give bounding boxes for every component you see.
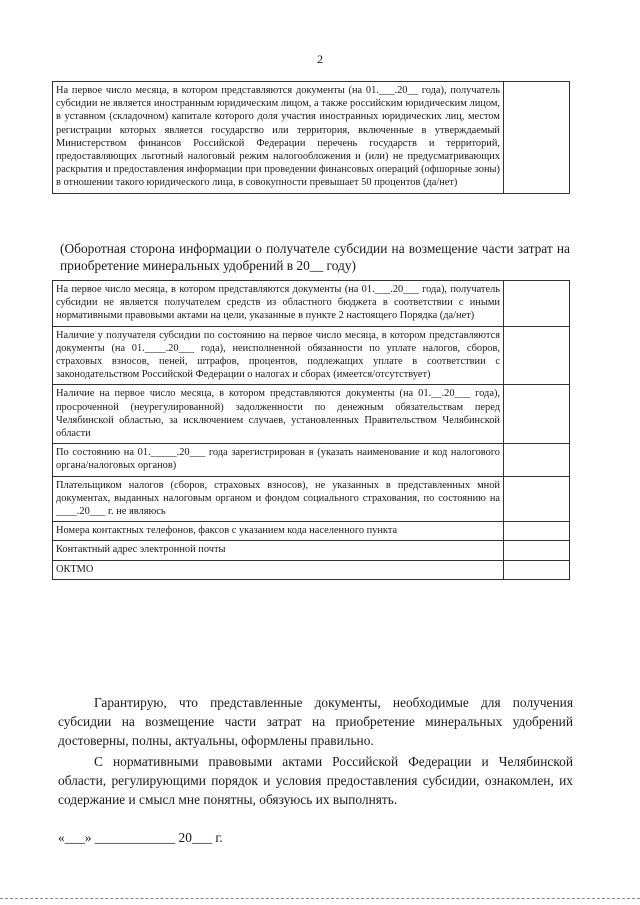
row-label: По состоянию на 01._____.20___ года зарегистрирован в (указать наименование и код налогового органа/налоговых органов) [53, 444, 504, 476]
acknowledge-paragraph: С нормативными правовыми актами Российской Федерации и Челябинской области, регулирующими порядок и условия предоставления субсидии, ознакомлен, их содержание и смысл мне понятны, обязуюсь их выполнять. [58, 754, 573, 807]
guarantee-paragraph: Гарантирую, что представленные документы, необходимые для получения субсидии на возмещение части затрат на приобретение минеральных удобрений достоверны, полны, актуальны, оформлены правильно. [58, 695, 573, 748]
date-line: «___» ____________ 20___ г. [58, 830, 223, 845]
table-row [53, 326, 570, 385]
row-value-cell[interactable] [504, 385, 570, 444]
table-row [53, 541, 570, 560]
row-label: Контактный адрес электронной почты [53, 541, 504, 560]
page-number: 2 [317, 52, 323, 66]
row-value-cell[interactable] [504, 326, 570, 385]
table-row [53, 82, 570, 194]
row-label: На первое число месяца, в котором представляются документы (на 01.___.20___ года), получатель субсидии не является получателем средств из областного бюджета в соответствии с иными нормативными правовыми актами на цели, указанные в пункте 2 настоящего Порядка (да/нет) [53, 281, 504, 327]
row-value-cell[interactable] [504, 560, 570, 579]
info-table-bottom [52, 280, 570, 580]
table-row [53, 476, 570, 522]
row-label: Плательщиком налогов (сборов, страховых взносов), не указанных в представленных мной документах, выданных налоговым органом и фондом социального страхования, по состоянию на ____.20___ г. не являюсь [53, 476, 504, 522]
row-value-cell[interactable] [504, 281, 570, 327]
table-row [53, 560, 570, 579]
row-value-cell[interactable] [504, 476, 570, 522]
row-value-cell[interactable] [504, 522, 570, 541]
row-label: Номера контактных телефонов, факсов с указанием кода населенного пункта [53, 522, 504, 541]
row-label: На первое число месяца, в котором представляются документы (на 01.___.20__ года), получатель субсидии не является иностранным юридическим лицом, а также российским юридическим лицом, в уставном (складочном) капитале которого доля участия иностранных юридических лиц, местом регистрации которых является государство или территория, включенные в утверждаемый Министерством финансов Российской Федерации перечень государств и территорий, предоставляющих льготный налоговый режим налогообложения и (или) не предусматривающих раскрытия и предоставления информации при проведении финансовых операций (офшорные зоны) в отношении такого юридического лица, в совокупности превышает 50 процентов (да/нет) [53, 82, 504, 194]
row-label: Наличие на первое число месяца, в котором представляются документы (на 01.__.20___ года), просроченной (неурегулированной) задолженности по денежным обязательствам перед Челябинской областью, за исключением случаев, установленных Правительством Челябинской области [53, 385, 504, 444]
row-label: ОКТМО [53, 560, 504, 579]
bottom-divider [0, 898, 640, 899]
row-value-cell[interactable] [504, 444, 570, 476]
table-row [53, 444, 570, 476]
table-row [53, 385, 570, 444]
row-label: Наличие у получателя субсидии по состоянию на первое число месяца, в котором представляются документы (на 01.____.20___ года), неисполненной обязанности по уплате налогов, сборов, страховых взносов, пеней, штрафов, процентов, подлежащих уплате в соответствии с законодательством Российской Федерации о налогах и сборах (имеется/отсутствует) [53, 326, 504, 385]
table-row [53, 281, 570, 327]
info-table-top [52, 81, 570, 194]
table-row [53, 522, 570, 541]
section-heading: (Оборотная сторона информации о получателе субсидии на возмещение части затрат на приобретение минеральных удобрений в 20__ году) [60, 241, 570, 273]
row-value-cell[interactable] [504, 82, 570, 194]
row-value-cell[interactable] [504, 541, 570, 560]
